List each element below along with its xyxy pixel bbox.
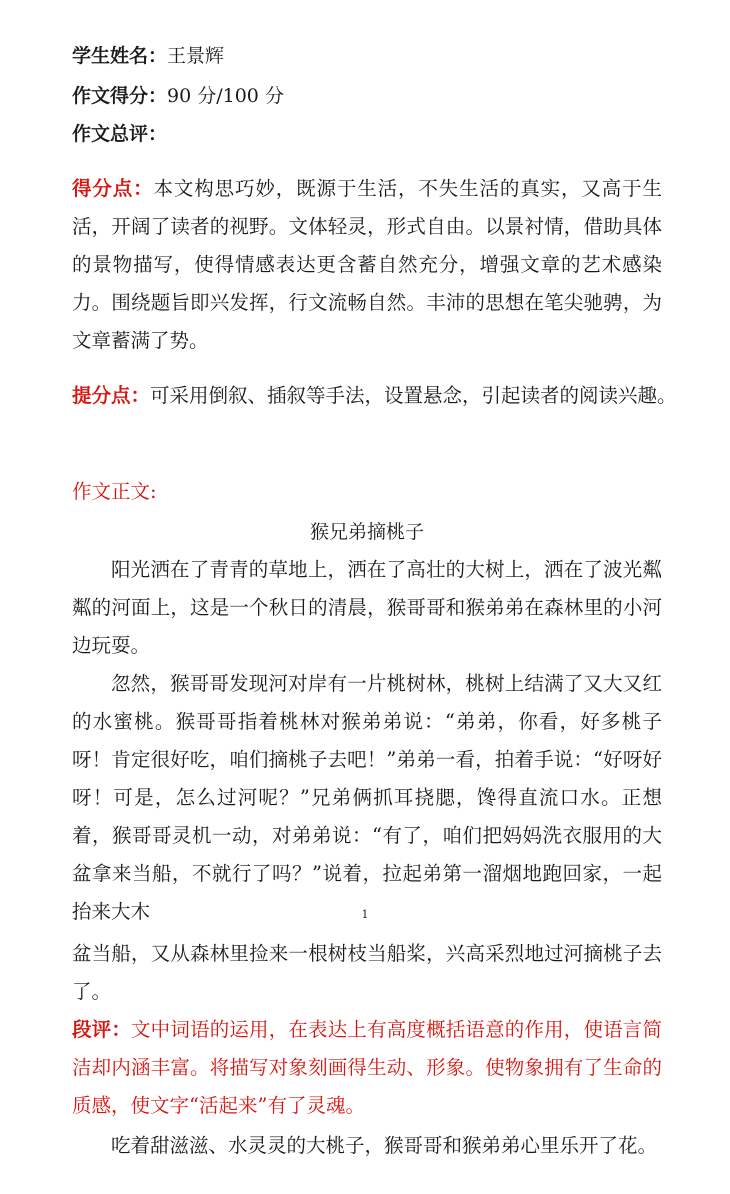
essay-paragraph-2-continued: 盆当船，又从森林里捡来一根树枝当船桨，兴高采烈地过河摘桃子去了。: [72, 942, 662, 1003]
student-name-value: 王景辉: [167, 45, 225, 67]
essay-section-heading: [72, 473, 157, 511]
improve-label: 提分点：: [72, 384, 151, 407]
review-heading: [72, 115, 167, 153]
score-line: [72, 77, 284, 115]
comment-label: 段评：: [72, 1018, 132, 1041]
score-label: 作文得分：: [72, 85, 168, 107]
strengths-text: 本文构思巧妙，既源于生活，不失生活的真实，又高于生活，开阔了读者的视野。文体轻灵，形式自由。以景衬情，借助具体的景物描写，使得情感表达更含蓄自然充分，增强文章的艺术感染力。围绕题旨即兴发挥，行文流畅自然。丰沛的思想在笔尖驰骋，为文章蓄满了势。: [72, 177, 662, 352]
page-number: 1: [361, 908, 369, 921]
student-name-line: [72, 37, 224, 75]
comment-text: 文中词语的运用，在表达上有高度概括语意的作用，使语言简洁却内涵丰富。将描写对象刻画得生动、形象。使物象拥有了生命的质感，使文字“活起来”有了灵魂。: [72, 1018, 662, 1117]
improve-text: 可采用倒叙、插叙等手法，设置悬念，引起读者的阅读兴趣。: [150, 384, 677, 407]
essay-paragraph-2: 忽然，猴哥哥发现河对岸有一片桃树林，桃树上结满了又大又红的水蜜桃。猴哥哥指着桃林对猴弟弟说：“弟弟，你看，好多桃子呀！肯定很好吃，咱们摘桃子去吧！”弟弟一看，拍着手说：“好呀好呀！可是，怎么过河呢？”兄弟俩抓耳挠腮，馋得直流口水。正想着，猴哥哥灵机一动，对弟弟说：“有了，咱们把妈妈洗衣服用的大盆拿来当船，不就行了吗？”说着，拉起弟第一溜烟地跑回家，一起抬来大木: [72, 672, 662, 923]
essay-section-label: 作文正文:: [72, 480, 157, 503]
improve-paragraph: [72, 377, 677, 415]
strengths-label: 得分点：: [72, 177, 154, 200]
strengths-paragraph: [72, 170, 662, 360]
essay-paragraph-1: 阳光洒在了青青的草地上，洒在了高壮的大树上，洒在了波光粼粼的河面上，这是一个秋日的清晨，猴哥哥和猴弟弟在森林里的小河边玩耍。: [72, 558, 662, 657]
review-label: 作文总评：: [72, 123, 168, 145]
essay-title: 猴兄弟摘桃子: [309, 521, 424, 543]
paragraph-comment: [72, 1011, 662, 1125]
essay-paragraph-3: 吃着甜滋滋、水灵灵的大桃子，猴哥哥和猴弟弟心里乐开了花。: [111, 1134, 658, 1157]
score-value: 90 分/100 分: [167, 85, 284, 107]
student-name-label: 学生姓名：: [72, 45, 168, 67]
